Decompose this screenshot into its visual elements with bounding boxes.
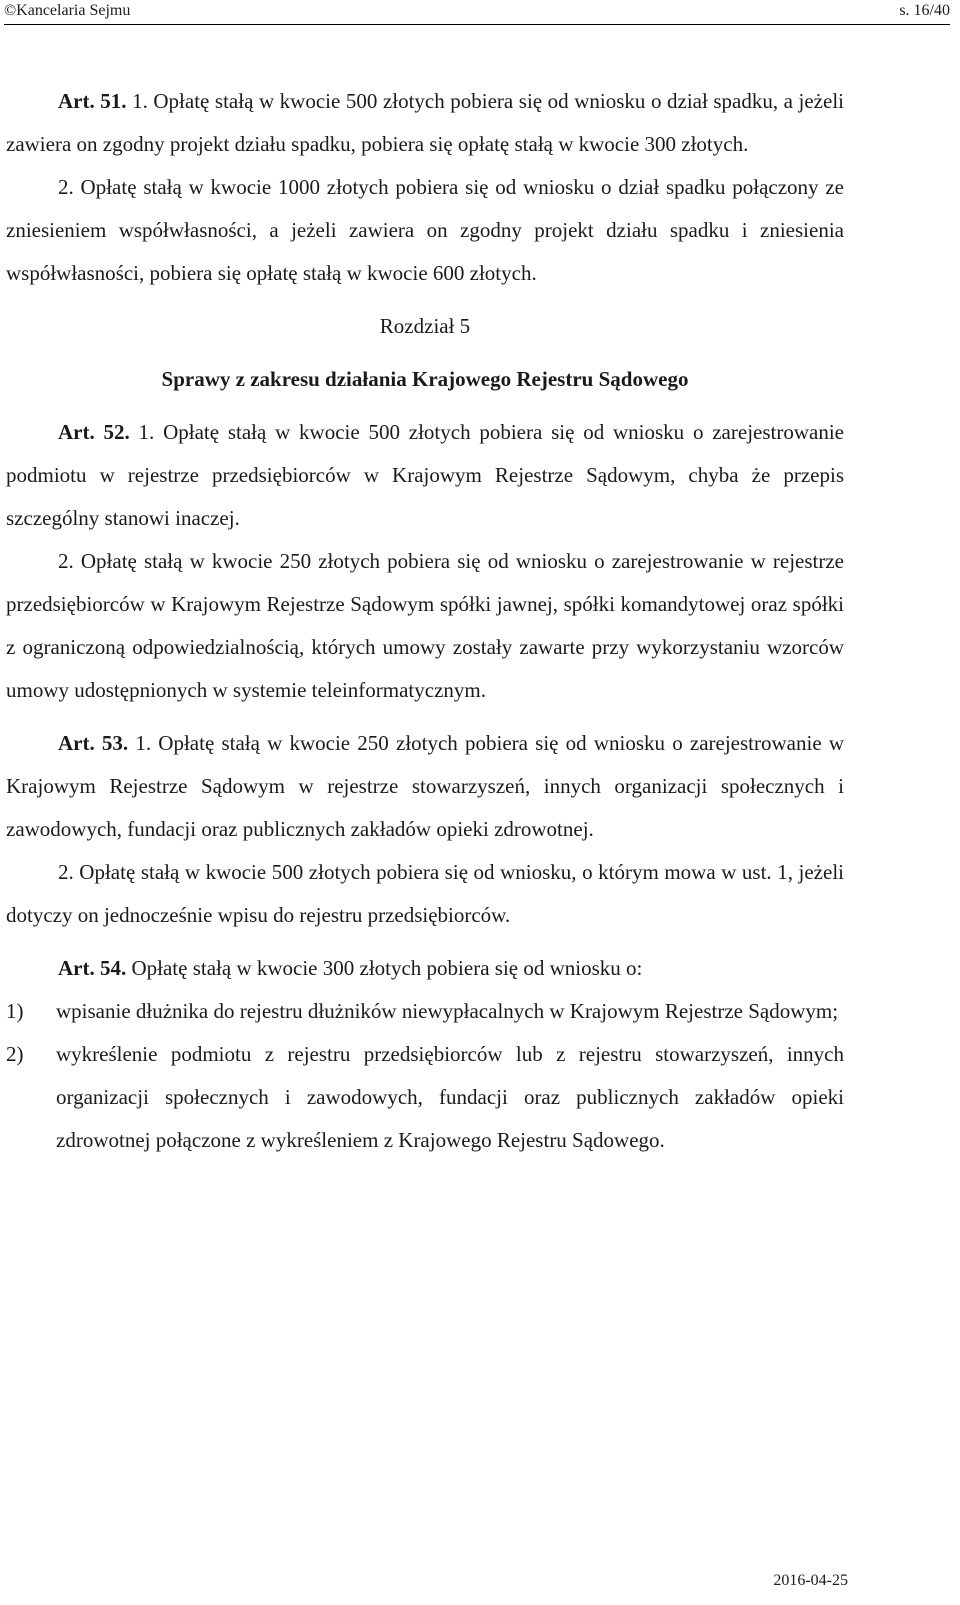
- list-item-text: wpisanie dłużnika do rejestru dłużników niewypłacalnych w Krajowym Rejestrze Sądowym;: [56, 999, 839, 1023]
- page-number: s. 16/40: [899, 2, 950, 19]
- copyright-label: ©Kancelaria Sejmu: [4, 2, 131, 19]
- art52-label: Art. 52.: [58, 420, 130, 444]
- chapter-number: Rozdział 5: [379, 314, 471, 338]
- list-item-number: 2): [6, 1042, 24, 1066]
- art54-intro: [6, 947, 844, 990]
- art52-para1-text: 1. Opłatę stałą w kwocie 500 złotych pobiera się od wniosku o zarejestrowanie podmiotu w rejestrze przedsiębiorców w Krajowym Rejestrze Sądowym, chyba że przepis szczególny stanowi inaczej.: [6, 420, 844, 530]
- document-date: 2016-04-25: [773, 1572, 848, 1589]
- page-header: [4, 0, 950, 25]
- chapter-title: Sprawy z zakresu działania Krajowego Rejestru Sądowego: [161, 367, 689, 391]
- document-body: [6, 80, 844, 1162]
- art53-para1-text: 1. Opłatę stałą w kwocie 250 złotych pobiera się od wniosku o zarejestrowanie w Krajowym Rejestrze Sądowym w rejestrze stowarzyszeń, innych organizacji społecznych i zawodowych, fundacji oraz publicznych zakładów opieki zdrowotnej.: [6, 731, 844, 841]
- list-item-text: wykreślenie podmiotu z rejestru przedsiębiorców lub z rejestru stowarzyszeń, innych organizacji społecznych i zawodowych, fundacji oraz publicznych zakładów opieki zdrowotnej połączone z wykreśleniem z Krajowego Rejestru Sądowego.: [56, 1042, 844, 1152]
- art51-label: Art. 51.: [58, 89, 127, 113]
- art51-para2: 2. Opłatę stałą w kwocie 1000 złotych pobiera się od wniosku o dział spadku połączony ze zniesieniem współwłasności, a jeżeli zawiera on zgodny projekt działu spadku i zniesienia współwłasności, pobiera się opłatę stałą w kwocie 600 złotych.: [6, 175, 844, 285]
- art51-para1-text: 1. Opłatę stałą w kwocie 500 złotych pobiera się od wniosku o dział spadku, a jeżeli zawiera on zgodny projekt działu spadku, pobiera się opłatę stałą w kwocie 300 złotych.: [6, 89, 844, 156]
- list-item-number: 1): [6, 999, 24, 1023]
- art51-para1: [6, 80, 844, 166]
- list-item: [6, 1033, 844, 1162]
- art53-label: Art. 53.: [58, 731, 129, 755]
- art54-label: Art. 54.: [58, 956, 127, 980]
- art53-para2: 2. Opłatę stałą w kwocie 500 złotych pobiera się od wniosku, o którym mowa w ust. 1, jeżeli dotyczy on jednocześnie wpisu do rejestru przedsiębiorców.: [6, 860, 844, 927]
- art53-para1: [6, 722, 844, 851]
- art52-para1: [6, 411, 844, 540]
- art52-para2: 2. Opłatę stałą w kwocie 250 złotych pobiera się od wniosku o zarejestrowanie w rejestrze przedsiębiorców w Krajowym Rejestrze Sądowym spółki jawnej, spółki komandytowej oraz spółki z ograniczoną odpowiedzialnością, których umowy zostały zawarte przy wykorzystaniu wzorców umowy udostępnionych w systemie teleinformatycznym.: [6, 549, 844, 702]
- art54-intro-text: Opłatę stałą w kwocie 300 złotych pobiera się od wniosku o:: [126, 956, 643, 980]
- list-item: [6, 990, 844, 1033]
